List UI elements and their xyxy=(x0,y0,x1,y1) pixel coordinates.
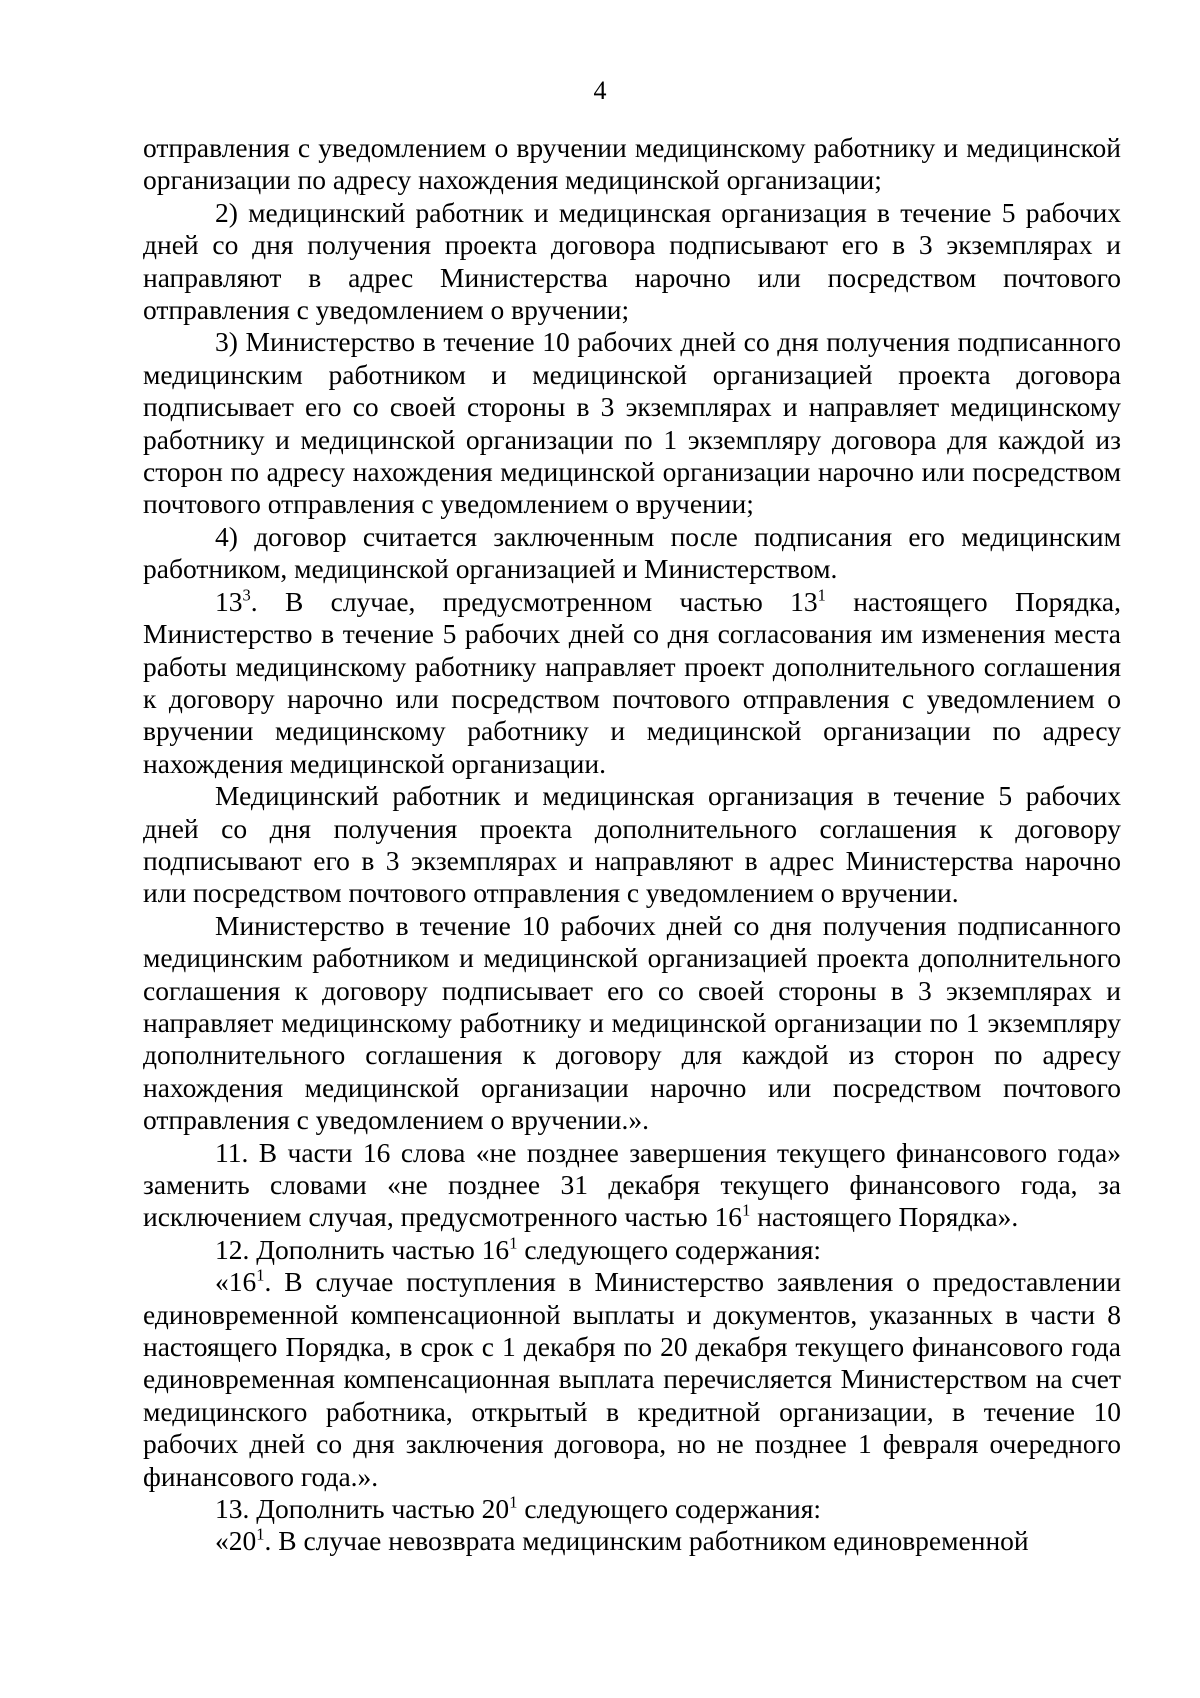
text-run: Медицинский работник и медицинская организация в течение 5 рабочих дней со дня получения проекта дополнительного соглашения к договору подписывают его в 3 экземплярах и направляют в адрес Министерства нарочно или посредством почтового отправления с уведомлением о вручении. xyxy=(143,780,1121,909)
page-number: 4 xyxy=(593,76,607,105)
superscript: 1 xyxy=(742,1200,751,1220)
text-run: 13. Дополнить частью 20 xyxy=(215,1493,510,1525)
superscript: 1 xyxy=(256,1265,265,1285)
paragraph xyxy=(143,1137,1121,1234)
text-run: настоящего Порядка, Министерство в течение 5 рабочих дней со дня согласования им изменения места работы медицинскому работнику направляет проект дополнительного соглашения к договору нарочно или посредством почтового отправления с уведомлением о вручении медицинскому работнику и медицинской организации по адресу нахождения медицинской организации. xyxy=(143,585,1121,779)
text-run: отправления с уведомлением о вручении медицинскому работнику и медицинской организации по адресу нахождения медицинской организации; xyxy=(143,132,1121,196)
paragraph xyxy=(143,1266,1121,1493)
text-run: 11. В части 16 слова «не позднее завершения текущего финансового года» заменить словами «не позднее 31 декабря текущего финансового года, за исключением случая, предусмотренного частью 16 xyxy=(143,1136,1121,1233)
text-run: . В случае, предусмотренном частью 13 xyxy=(250,585,818,617)
paragraph xyxy=(143,910,1121,1137)
text-run: Министерство в течение 10 рабочих дней со дня получения подписанного медицинским работником и медицинской организацией проекта дополнительного соглашения к договору подписывает его со своей стороны в 3 экземплярах и направляет медицинскому работнику и медицинской организации по 1 экземпляру дополнительного соглашения к договору для каждой из сторон по адресу нахождения медицинской организации нарочно или посредством почтового отправления с уведомлением о вручении.». xyxy=(143,909,1121,1136)
superscript: 3 xyxy=(242,584,251,604)
text-run: настоящего Порядка». xyxy=(750,1201,1019,1233)
superscript: 1 xyxy=(509,1492,518,1512)
text-run: 4) договор считается заключенным после подписания его медицинским работником, медицинской организацией и Министерством. xyxy=(143,520,1121,585)
paragraph xyxy=(143,1493,1121,1525)
text-run: . В случае поступления в Министерство заявления о предоставлении единовременной компенсационной выплаты и документов, указанных в части 8 настоящего Порядка, в срок с 1 декабря по 20 декабря текущего финансового года единовременная компенсационная выплата перечисляется Министерством на счет медицинского работника, открытый в кредитной организации, в течение 10 рабочих дней со дня заключения договора, но не позднее 1 февраля очередного финансового года.». xyxy=(143,1266,1121,1492)
paragraph xyxy=(143,586,1121,780)
paragraph xyxy=(143,780,1121,910)
text-run: 3) Министерство в течение 10 рабочих дней со дня получения подписанного медицинским работником и медицинской организацией проекта договора подписывает его со своей стороны в 3 экземплярах и направляет медицинскому работнику и медицинской организации по 1 экземпляру договора для каждой из сторон по адресу нахождения медицинской организации нарочно или посредством почтового отправления с уведомлением о вручении; xyxy=(143,326,1121,520)
paragraph xyxy=(143,132,1121,197)
paragraph xyxy=(143,326,1121,520)
text-run: 2) медицинский работник и медицинская организация в течение 5 рабочих дней со дня получения проекта договора подписывают его в 3 экземплярах и направляют в адрес Министерства нарочно или посредством почтового отправления с уведомлением о вручении; xyxy=(143,196,1121,326)
text-run: «16 xyxy=(215,1266,257,1298)
text-run: . В случае невозврата медицинским работником единовременной xyxy=(264,1525,1029,1557)
paragraph xyxy=(143,1525,1121,1557)
superscript: 1 xyxy=(817,584,826,604)
text-run: «20 xyxy=(215,1525,257,1557)
document-body xyxy=(143,132,1121,1558)
paragraph xyxy=(143,197,1121,327)
superscript: 1 xyxy=(256,1524,265,1544)
text-run: 12. Дополнить частью 16 xyxy=(215,1233,510,1265)
paragraph xyxy=(143,521,1121,586)
superscript: 1 xyxy=(509,1233,518,1253)
paragraph xyxy=(143,1234,1121,1266)
text-run: следующего содержания: xyxy=(517,1493,822,1525)
text-run: 13 xyxy=(215,585,243,617)
text-run: следующего содержания: xyxy=(517,1233,822,1265)
